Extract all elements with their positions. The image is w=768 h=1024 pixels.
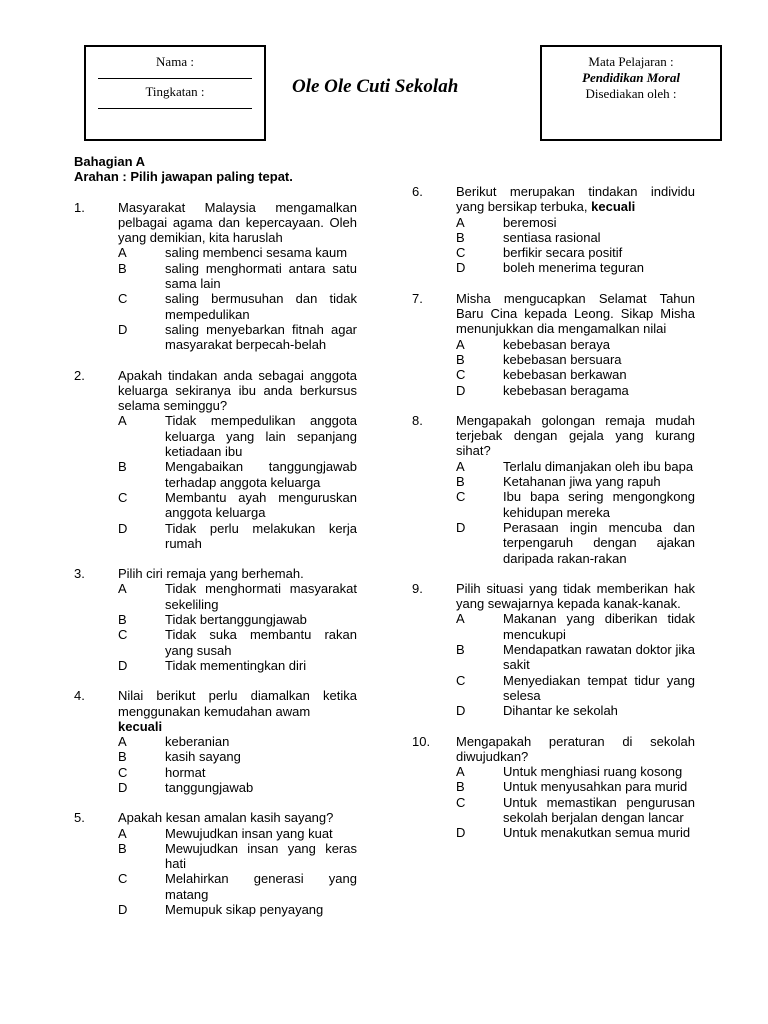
question-emphasis: kecuali bbox=[118, 718, 163, 734]
option-letter: A bbox=[118, 245, 127, 261]
option-letter: C bbox=[456, 245, 466, 261]
question-text: Mengapakah golongan remaja mudah terjebak dengan gejala yang kurang sihat? bbox=[456, 412, 695, 459]
option-letter: B bbox=[456, 642, 465, 658]
option-letter: D bbox=[456, 519, 466, 535]
answer-option[interactable] bbox=[456, 795, 695, 826]
instruction: Arahan : Pilih jawapan paling tepat. bbox=[74, 169, 293, 185]
option-letter: D bbox=[118, 657, 128, 673]
question-body bbox=[456, 581, 695, 719]
name-label: Nama : bbox=[156, 54, 194, 69]
option-text: Tidak menghormati masyarakat sekeliling bbox=[165, 581, 357, 612]
option-text: saling bermusuhan dan tidak mempedulikan bbox=[165, 291, 357, 322]
answer-option[interactable] bbox=[456, 260, 695, 275]
option-text: Dihantar ke sekolah bbox=[503, 703, 618, 719]
option-text: Tidak mementingkan diri bbox=[165, 657, 307, 673]
option-text: Mewujudkan insan yang keras hati bbox=[165, 840, 357, 872]
option-letter: B bbox=[118, 260, 127, 276]
answer-option[interactable] bbox=[456, 764, 695, 779]
answer-option[interactable] bbox=[456, 230, 695, 245]
option-letter: A bbox=[118, 413, 127, 429]
question bbox=[74, 810, 357, 917]
option-letter: A bbox=[118, 734, 127, 750]
option-letter: C bbox=[118, 489, 128, 505]
question-body bbox=[456, 291, 695, 398]
answer-option[interactable] bbox=[456, 611, 695, 642]
answer-option[interactable] bbox=[456, 474, 695, 489]
option-letter: D bbox=[118, 321, 128, 337]
question-body bbox=[118, 368, 357, 552]
question-text: Pilih situasi yang tidak memberikan hak yang sewajarnya kepada kanak-kanak. bbox=[456, 580, 695, 612]
option-letter: A bbox=[456, 336, 465, 352]
answer-option[interactable] bbox=[456, 642, 695, 673]
answer-option[interactable] bbox=[118, 261, 357, 292]
question bbox=[412, 184, 695, 276]
option-text: kasih sayang bbox=[165, 749, 241, 765]
student-info-box bbox=[84, 45, 266, 141]
answer-option[interactable] bbox=[118, 245, 357, 260]
page-title: Ole Ole Cuti Sekolah bbox=[292, 76, 459, 97]
question-number: 2. bbox=[74, 367, 85, 383]
option-text: hormat bbox=[165, 764, 206, 780]
option-text: Melahirkan generasi yang matang bbox=[165, 871, 357, 902]
option-letter: C bbox=[456, 672, 466, 688]
option-letter: A bbox=[118, 581, 127, 597]
question-body bbox=[118, 200, 357, 353]
option-letter: A bbox=[456, 214, 465, 230]
answer-option[interactable] bbox=[118, 322, 357, 353]
question bbox=[74, 566, 357, 673]
question-number: 3. bbox=[74, 566, 85, 582]
question-text: Pilih ciri remaja yang berhemah. bbox=[118, 566, 304, 582]
option-text: saling membenci sesama kaum bbox=[165, 245, 348, 261]
option-letter: A bbox=[456, 764, 465, 780]
question-number: 9. bbox=[412, 580, 423, 596]
option-letter: D bbox=[118, 520, 128, 536]
answer-option[interactable] bbox=[118, 749, 357, 764]
question-text: Apakah kesan amalan kasih sayang? bbox=[118, 810, 334, 826]
option-text: Mewujudkan insan yang kuat bbox=[165, 825, 333, 841]
option-text: kebebasan bersuara bbox=[503, 351, 622, 367]
section-heading: Bahagian A bbox=[74, 154, 146, 169]
question-text: Mengapakah peraturan di sekolah diwujudkan? bbox=[456, 733, 695, 764]
answer-option[interactable] bbox=[456, 352, 695, 367]
question-text: Apakah tindakan anda sebagai anggota keluarga sekiranya ibu anda berkursus selama seminggu? bbox=[118, 367, 357, 414]
option-text: Untuk menghiasi ruang kosong bbox=[503, 764, 683, 780]
answer-option[interactable] bbox=[456, 245, 695, 260]
question-number: 6. bbox=[412, 184, 423, 199]
option-text: Ibu bapa sering mengongkong kehidupan mereka bbox=[503, 489, 695, 520]
option-text: kebebasan beragama bbox=[503, 382, 629, 398]
question bbox=[74, 688, 357, 795]
answer-option[interactable] bbox=[456, 459, 695, 474]
option-letter: C bbox=[456, 794, 466, 810]
option-text: Perasaan ingin mencuba dan terpengaruh dengan ajakan daripada rakan-rakan bbox=[503, 519, 695, 566]
question bbox=[412, 291, 695, 398]
option-text: tanggungjawab bbox=[165, 779, 254, 795]
option-letter: C bbox=[456, 367, 466, 383]
option-letter: B bbox=[118, 459, 127, 475]
subject-label: Mata Pelajaran : bbox=[588, 54, 674, 69]
question bbox=[74, 200, 357, 353]
option-text: Untuk menakutkan semua murid bbox=[503, 825, 691, 841]
option-text: beremosi bbox=[503, 214, 557, 230]
answer-option[interactable] bbox=[456, 383, 695, 398]
option-text: saling menghormati antara satu sama lain bbox=[165, 260, 357, 292]
answer-option[interactable] bbox=[456, 215, 695, 230]
option-text: Untuk menyusahkan para murid bbox=[503, 779, 688, 795]
question-body bbox=[456, 413, 695, 566]
option-letter: B bbox=[456, 229, 465, 245]
answer-option[interactable] bbox=[118, 765, 357, 780]
question-number: 10. bbox=[412, 733, 431, 749]
option-letter: C bbox=[118, 627, 128, 643]
answer-option[interactable] bbox=[118, 871, 357, 902]
option-text: Tidak bertanggungjawab bbox=[165, 612, 307, 628]
option-text: berfikir secara positif bbox=[503, 245, 623, 261]
question-number: 1. bbox=[74, 199, 85, 215]
answer-option[interactable] bbox=[118, 459, 357, 490]
option-text: Makanan yang diberikan tidak mencukupi bbox=[503, 611, 695, 642]
questions-column-left bbox=[74, 154, 357, 932]
option-text: Ketahanan jiwa yang rapuh bbox=[503, 474, 661, 490]
question-number: 5. bbox=[74, 810, 85, 826]
question-number: 7. bbox=[412, 290, 423, 306]
option-letter: C bbox=[118, 291, 128, 307]
prepared-by-label: Disediakan oleh : bbox=[585, 86, 677, 101]
option-text: Memupuk sikap penyayang bbox=[165, 902, 324, 918]
option-letter: D bbox=[456, 825, 466, 841]
answer-option[interactable] bbox=[456, 673, 695, 704]
option-letter: C bbox=[118, 871, 128, 887]
option-letter: D bbox=[118, 902, 128, 918]
answer-option[interactable] bbox=[118, 734, 357, 749]
answer-option[interactable] bbox=[456, 367, 695, 382]
answer-option[interactable] bbox=[118, 627, 357, 658]
question-number: 4. bbox=[74, 688, 85, 704]
option-text: Tidak perlu melakukan kerja rumah bbox=[165, 520, 357, 551]
option-letter: D bbox=[118, 779, 128, 795]
option-letter: C bbox=[456, 489, 466, 505]
question-number: 8. bbox=[412, 412, 423, 428]
option-text: Terlalu dimanjakan oleh ibu bapa bbox=[503, 458, 694, 474]
answer-option[interactable] bbox=[118, 612, 357, 627]
answer-option[interactable] bbox=[118, 291, 357, 322]
option-letter: D bbox=[456, 260, 466, 276]
answer-option[interactable] bbox=[456, 703, 695, 718]
answer-option[interactable] bbox=[456, 337, 695, 352]
option-letter: B bbox=[118, 749, 127, 765]
answer-option[interactable] bbox=[118, 780, 357, 795]
option-text: Untuk memastikan pengurusan sekolah berjalan dengan lancar bbox=[503, 794, 695, 825]
option-letter: B bbox=[118, 612, 127, 628]
question-text: Misha mengucapkan Selamat Tahun Baru Cina kepada Leong. Sikap Misha menunjukkan dia mengamalkan nilai bbox=[456, 290, 695, 337]
subject-info-box bbox=[540, 45, 722, 141]
option-letter: B bbox=[456, 351, 465, 367]
question-text: Masyarakat Malaysia mengamalkan pelbagai agama dan kepercayaan. Oleh yang demikian, kita haruslah bbox=[118, 199, 357, 246]
option-letter: B bbox=[456, 474, 465, 490]
option-text: Menyediakan tempat tidur yang selesa bbox=[503, 672, 695, 703]
option-letter: B bbox=[118, 840, 127, 856]
question-text: Nilai berikut perlu diamalkan ketika menggunakan kemudahan awam kecuali bbox=[118, 688, 357, 734]
subject-name: Pendidikan Moral bbox=[582, 70, 680, 85]
answer-option[interactable] bbox=[118, 581, 357, 612]
answer-option[interactable] bbox=[118, 826, 357, 841]
question-body bbox=[456, 734, 695, 841]
option-text: kebebasan beraya bbox=[503, 336, 610, 352]
option-letter: B bbox=[456, 779, 465, 795]
option-text: saling menyebarkan fitnah agar masyarakat berpecah-belah bbox=[165, 321, 357, 353]
answer-option[interactable] bbox=[456, 489, 695, 520]
option-letter: A bbox=[456, 458, 465, 474]
question bbox=[412, 413, 695, 566]
option-letter: A bbox=[118, 825, 127, 841]
form-line bbox=[98, 108, 252, 109]
option-text: Tidak mempedulikan anggota keluarga yang lain sepanjang ketiadaan ibu bbox=[165, 413, 357, 460]
question-body bbox=[118, 688, 357, 795]
question-text: Berikut merupakan tindakan individu yang bersikap terbuka, kecuali bbox=[456, 184, 695, 215]
question-emphasis: kecuali bbox=[591, 199, 636, 215]
question-body bbox=[118, 566, 357, 673]
answer-option[interactable] bbox=[456, 825, 695, 840]
option-text: keberanian bbox=[165, 734, 230, 750]
question bbox=[412, 734, 695, 841]
option-text: boleh menerima teguran bbox=[503, 260, 644, 276]
option-letter: D bbox=[456, 703, 466, 719]
option-text: Membantu ayah menguruskan anggota keluarga bbox=[165, 489, 357, 521]
option-letter: D bbox=[456, 382, 466, 398]
name-line bbox=[98, 78, 252, 79]
option-letter: A bbox=[456, 611, 465, 627]
answer-option[interactable] bbox=[118, 658, 357, 673]
option-letter: C bbox=[118, 764, 128, 780]
questions-column-right bbox=[412, 184, 695, 856]
answer-option[interactable] bbox=[456, 520, 695, 566]
option-text: Tidak suka membantu rakan yang susah bbox=[165, 627, 357, 658]
answer-option[interactable] bbox=[118, 413, 357, 459]
answer-option[interactable] bbox=[118, 841, 357, 872]
option-text: Mengabaikan tanggungjawab terhadap anggota keluarga bbox=[165, 459, 357, 490]
option-text: kebebasan berkawan bbox=[503, 367, 627, 383]
question-body bbox=[456, 184, 695, 276]
question bbox=[412, 581, 695, 719]
question bbox=[74, 368, 357, 552]
question-body bbox=[118, 810, 357, 917]
form-label: Tingkatan : bbox=[145, 84, 205, 99]
option-text: Mendapatkan rawatan doktor jika sakit bbox=[503, 642, 695, 673]
answer-option[interactable] bbox=[118, 490, 357, 521]
option-text: sentiasa rasional bbox=[503, 229, 601, 245]
answer-option[interactable] bbox=[118, 521, 357, 552]
answer-option[interactable] bbox=[456, 779, 695, 794]
answer-option[interactable] bbox=[118, 902, 357, 917]
